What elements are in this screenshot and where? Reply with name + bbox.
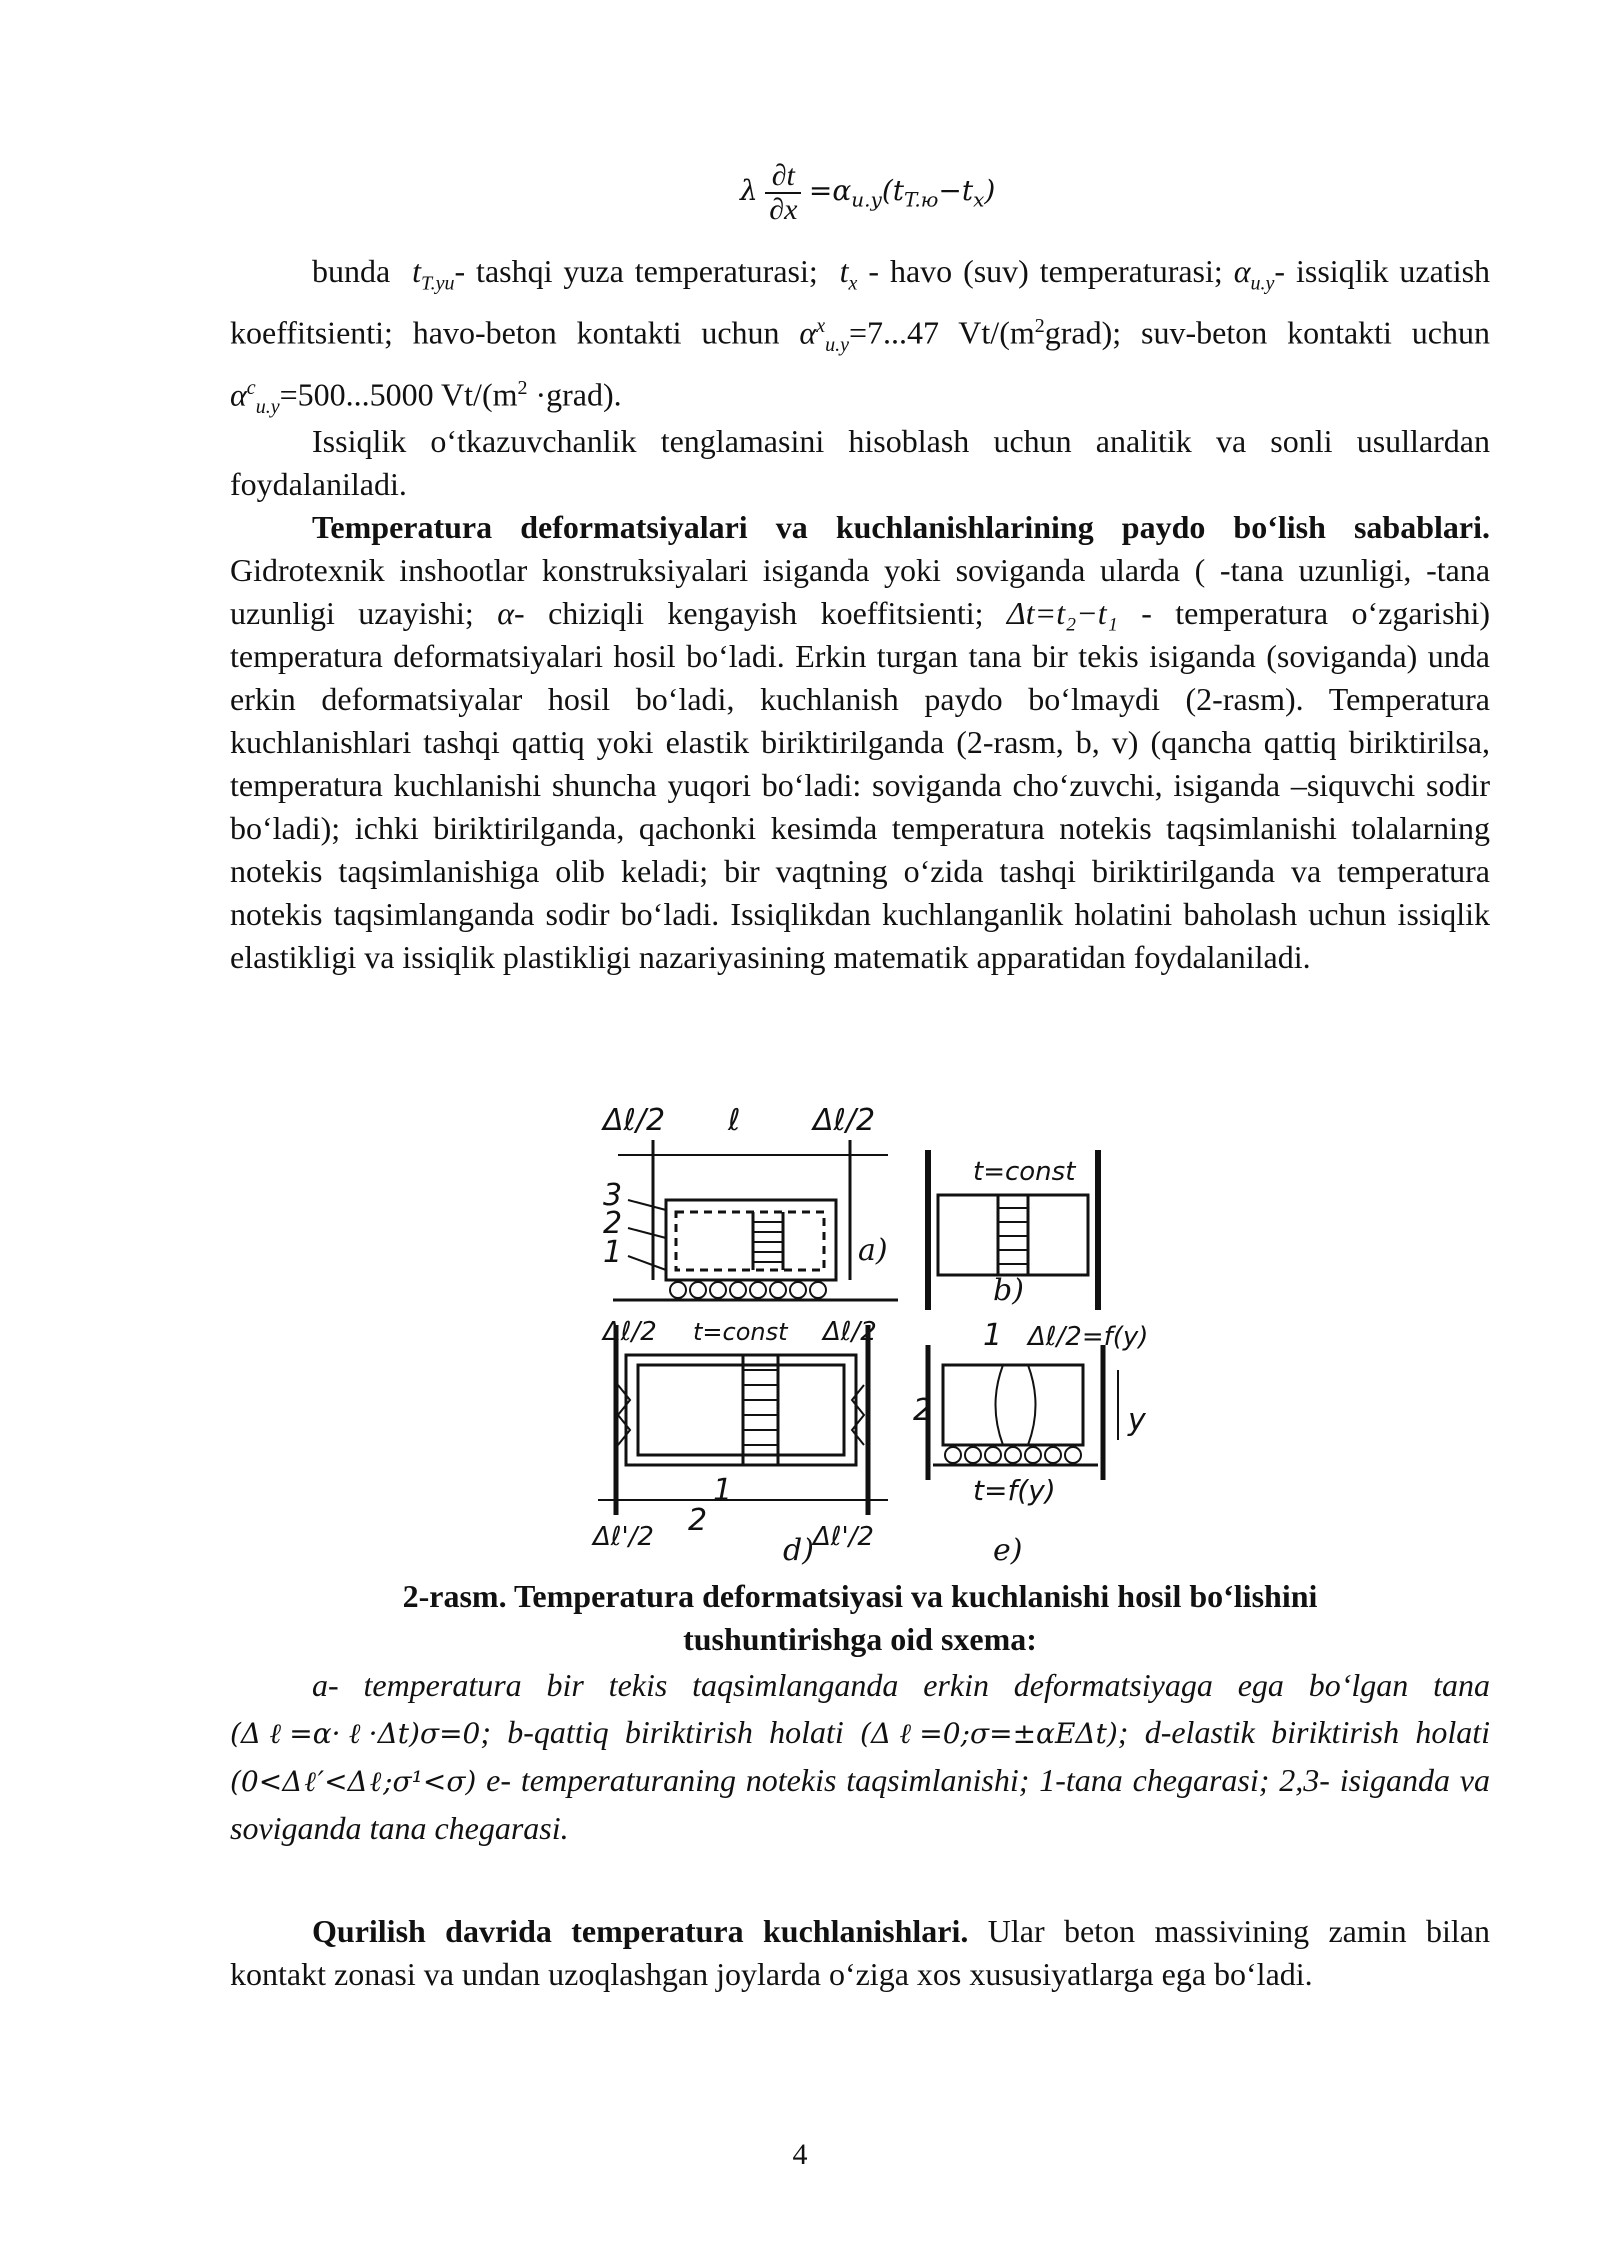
label-2: 2 [603, 1206, 623, 1241]
label-y: y [1128, 1403, 1146, 1438]
paragraph-temperature-causes: Temperatura deformatsiyalari va kuchlanishlarining paydo bo‘lish sabablari. Gidrotexnik inshootlar konstruksiyalari isiganda yoki soviganda ularda ( -tana uzunligi, -tana uzunligi uzayishi; α- chiziqli kengayish koeffitsienti; Δt=t₂−t₁ - temperatura o‘zgarishi) temperatura deformatsiyalari hosil bo‘ladi. Erkin turgan tana bir tekis isiganda (soviganda) unda erkin deformatsiyalar hosil bo‘ladi, kuchlanish paydo bo‘lmaydi (2-rasm). Temperatura kuchlanishlari tashqi qattiq yoki elastik biriktirilganda (2-rasm, b, v) (qancha qattiq biriktirilsa, temperatura kuchlanishi shuncha yuqori bo‘ladi: soviganda cho‘zuvchi, isiganda –siquvchi sodir bo‘ladi); ichki biriktirilganda, qachonki kesimda temperatura notekis taqsimlanishi tolalarning notekis taqsimlanishiga olib keladi; bir vaqtning o‘zida tashqi biriktirilganda va temperatura notekis taqsimlanganda sodir bo‘ladi. Issiqlikdan kuchlanganlik holatini baholash uchun issiqlik elastikligi va issiqlik plastikligi nazariyasining matematik apparatidan foydalaniladi. [230, 509, 1491, 975]
paragraph-definitions: bunda $t_{T.yu}-$ tashqi yuza temperaturasi; $t_x$ - havo (suv) temperaturasi; $\alpha_{u.y}-$ issiqlik uzatish koeffitsienti; havo-beton kontakti uchun $\alpha^x_{u.y}=7...47$ $Vt/(m^2grad)$; suv-beton kontakti uchun $\alpha^c_{u.y}=500...5000$ $Vt/(m^2$ ·grad). [230, 253, 1491, 419]
paragraph-methods: Issiqlik o‘tkazuvchanlik tenglamasini hisoblash uchun analitik va sonli usullardan foydalaniladi. [230, 423, 1490, 502]
label-tfy: t=f(y) [973, 1474, 1056, 1507]
label-dl2-right: Δℓ/2 [813, 1103, 876, 1138]
label-1-e: 1 [983, 1318, 1003, 1353]
label-1: 1 [603, 1235, 623, 1270]
label-3: 3 [603, 1178, 623, 1213]
page-number: 4 [792, 2138, 808, 2171]
label-2-e: 2 [913, 1393, 933, 1428]
label-e: e) [993, 1533, 1023, 1565]
label-2-d: 2 [688, 1503, 708, 1538]
label-tconst-b: t=const [973, 1157, 1076, 1187]
label-dlp2-left: Δℓ'/2 [593, 1522, 654, 1552]
label-a: a) [858, 1233, 888, 1268]
figure-caption: 2-rasm. Temperatura deformatsiyasi va kuchlanishi hosil bo‘lishini tushuntirishga oid sxema: [402, 1578, 1318, 1657]
label-dl2-d-right: Δℓ/2 [823, 1317, 877, 1347]
label-b: b) [993, 1273, 1024, 1308]
label-d: d) [783, 1533, 814, 1565]
label-dlp2-right: Δℓ'/2 [813, 1522, 874, 1552]
label-dl2-left: Δℓ/2 [603, 1103, 666, 1138]
figure-legend: a- temperatura bir tekis taqsimlanganda erkin deformatsiyaga ega bo‘lgan tana (Δℓ=α·ℓ·Δt)σ=0; b-qattiq biriktirish holati (Δℓ=0;σ=±αEΔt); d-elastik biriktirish holati (0<Δℓ′<Δℓ;σ¹<σ) e- temperaturaning notekis taqsimlanishi; 1-tana chegarasi; 2,3- isiganda va soviganda tana chegarasi. [230, 1667, 1491, 1846]
deformation-schematic-figure [588, 1100, 1188, 1565]
paragraph-construction-stresses: Qurilish davrida temperatura kuchlanishlari. Ular beton massivining zamin bilan kontakt zonasi va undan uzoqlashgan joylarda o‘ziga xos xususiyatlarga ega bo‘ladi. [230, 1913, 1491, 1992]
label-tconst-d: t=const [693, 1318, 788, 1346]
heat-transfer-formula: λ $\frac{\partial t}{\partial x}$ $=\alpha_{u.y}(t_{T.ю}-t_x)$ [740, 159, 996, 226]
label-l: ℓ [728, 1103, 741, 1138]
label-dl-fy: Δℓ/2=f(y) [1028, 1322, 1149, 1352]
label-dl2-d-left: Δℓ/2 [603, 1317, 657, 1347]
label-1-d: 1 [713, 1473, 733, 1508]
